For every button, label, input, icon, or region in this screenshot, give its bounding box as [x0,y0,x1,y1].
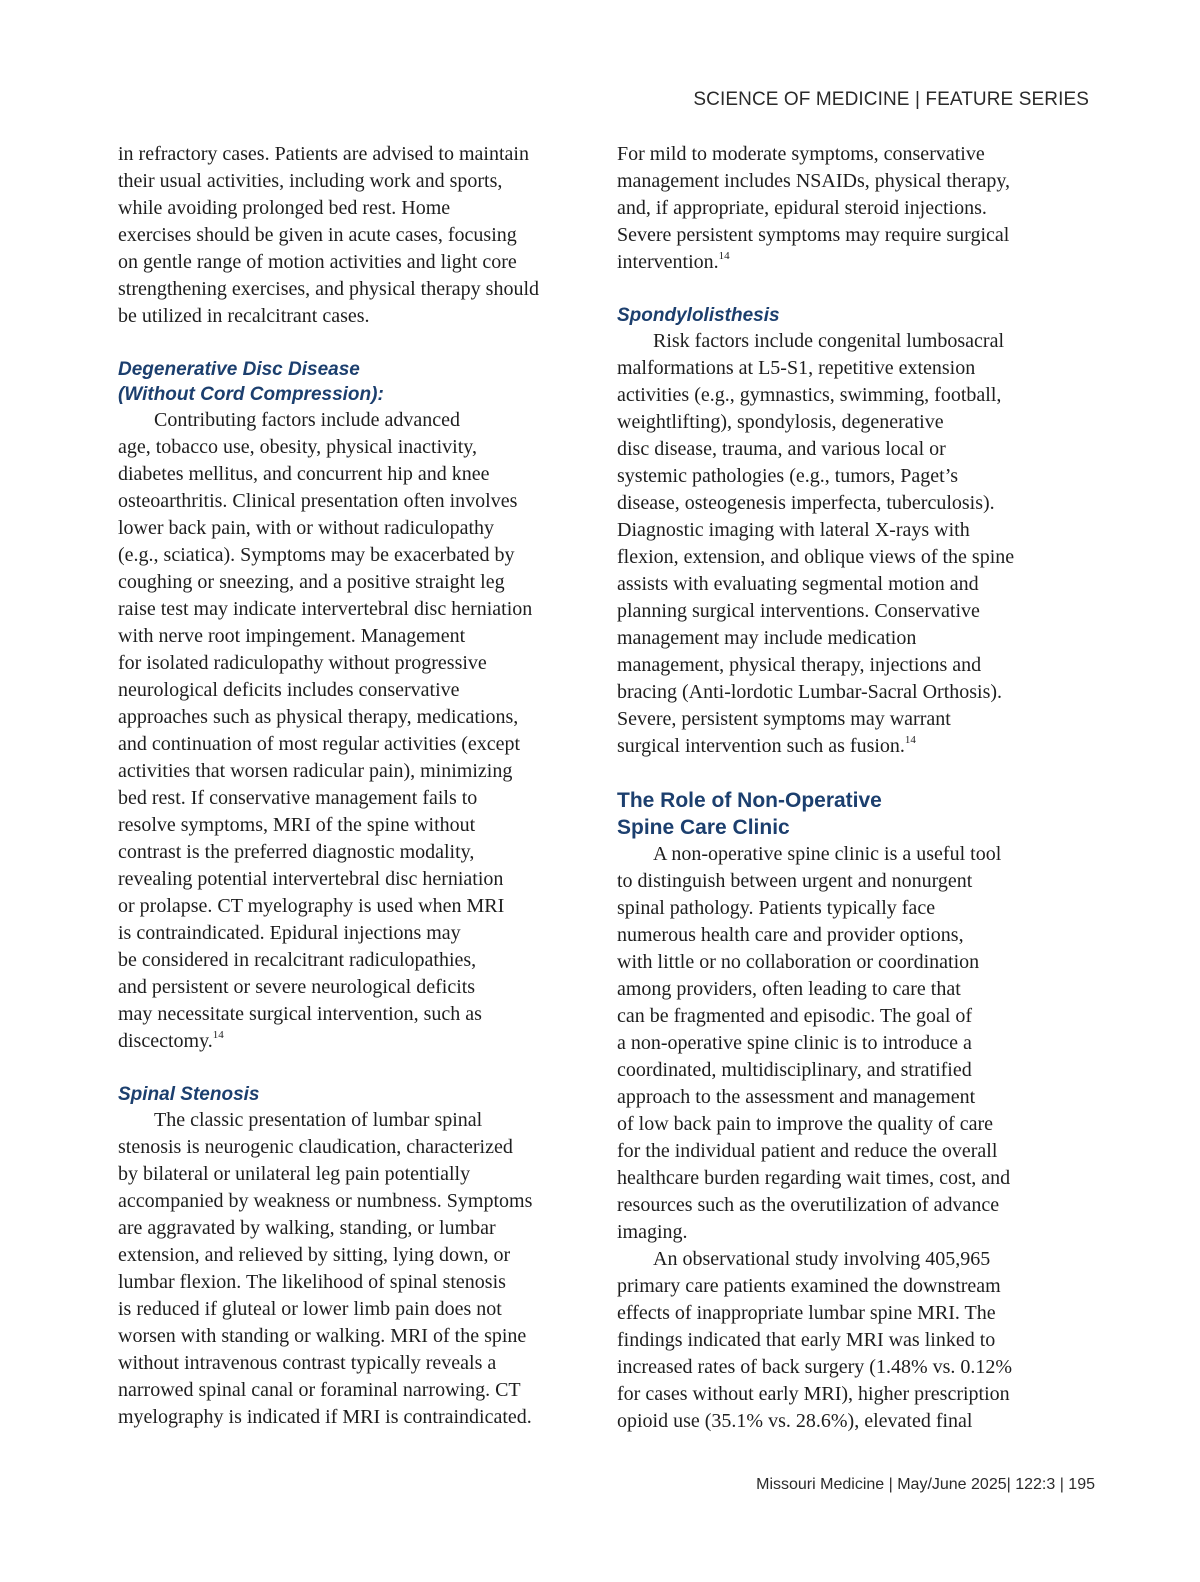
paragraph-spondylolisthesis [617,328,1057,760]
right-column [617,141,1057,1435]
spacer [617,760,1057,787]
spacer [118,330,568,357]
paragraph-text: For mild to moderate symptoms, conservative management includes NSAIDs, physical therapy, and, if appropriate, epidural steroid injections. Severe persistent symptoms may require surgical intervention. [617,143,1011,273]
spacer [617,276,1057,303]
paragraph-observational-study: An observational study involving 405,965 primary care patients examined the downstream effects of inappropriate lumbar spine MRI. The findings indicated that early MRI was linked to increased rates of back surgery (1.48% vs. 0.12% for cases without early MRI), higher prescription opioid use (35.1% vs. 28.6%), elevated final [617,1248,1013,1432]
heading-spinal-stenosis: Spinal Stenosis [118,1084,260,1105]
paragraph-degenerative-disc-disease [118,407,568,1055]
running-header: SCIENCE OF MEDICINE | FEATURE SERIES [693,89,1089,110]
paragraph-clinic-purpose: A non-operative spine clinic is a useful tool to distinguish between urgent and nonurgent spinal pathology. Patients typically face numerous health care and provider options, with little or no collaboration or coordination among providers, often leading to care that can be fragmented and episodic. The goal of a non-operative spine clinic is to introduce a coordinated, multidisciplinary, and stratified approach to the assessment and management of low back pain to improve the quality of care for the individual patient and reduce the overall healthcare burden regarding wait times, cost, and resources such as the overutilization of advance imaging. [617,843,1011,1243]
reference-superscript: 14 [904,734,916,746]
page-footer: Missouri Medicine | May/June 2025| 122:3 | 195 [756,1476,1095,1493]
heading-degenerative-disc-disease: Degenerative Disc Disease (Without Cord Compression): [118,359,384,405]
spacer [118,1055,568,1082]
paragraph-text: Risk factors include congenital lumbosacral malformations at L5-S1, repetitive extension activities (e.g., gymnastics, swimming, football, weightlifting), spondylosis, degenerative disc disease, trauma, and various local or systemic pathologies (e.g., tumors, Paget’s disease, osteogenesis imperfecta, tuberculosis). Diagnostic imaging with lateral X-rays with flexion, extension, and oblique views of the spine assists with evaluating segmental motion and planning surgical interventions. Conservative management may include medication management, physical therapy, injections and bracing (Anti-lordotic Lumbar-Sacral Orthosis). Severe, persistent symptoms may warrant surgical intervention such as fusion. [617,330,1015,757]
paragraph-spinal-stenosis: The classic presentation of lumbar spinal stenosis is neurogenic claudication, characterized by bilateral or unilateral leg pain potentially accompanied by weakness or numbness. Symptoms are aggravated by walking, standing, or lumbar extension, and relieved by sitting, lying down, or lumbar flexion. The likelihood of spinal stenosis is reduced if gluteal or lower limb pain does not worsen with standing or walking. MRI of the spine without intravenous contrast typically reveals a narrowed spinal canal or foraminal narrowing. CT myelography is indicated if MRI is contraindicated. [118,1109,533,1428]
reference-superscript: 14 [212,1029,224,1041]
paragraph-text: Contributing factors include advanced age, tobacco use, obesity, physical inactivity, diabetes mellitus, and concurrent hip and knee osteoarthritis. Clinical presentation often involves lower back pain, with or without radiculopathy (e.g., sciatica). Symptoms may be exacerbated by coughing or sneezing, and a positive straight leg raise test may indicate intervertebral disc herniation with nerve root impingement. Management for isolated radiculopathy without progressive neurological deficits includes conservative approaches such as physical therapy, medications, and continuation of most regular activities (except activities that worsen radicular pain), minimizing bed rest. If conservative management fails to resolve symptoms, MRI of the spine without contrast is the preferred diagnostic modality, revealing potential intervertebral disc herniation or prolapse. CT myelography is used when MRI is contraindicated. Epidural injections may be considered in recalcitrant radiculopathies, and persistent or severe neurological deficits may necessitate surgical intervention, such as discectomy. [118,409,533,1052]
heading-non-operative-spine-clinic: The Role of Non-Operative Spine Care Clinic [617,789,882,839]
paragraph-refractory-cases: in refractory cases. Patients are advised to maintain their usual activities, including work and sports, while avoiding prolonged bed rest. Home exercises should be given in acute cases, focusing on gentle range of motion activities and light core strengthening exercises, and physical therapy should be utilized in recalcitrant cases. [118,143,539,327]
left-column [118,141,568,1431]
heading-spondylolisthesis: Spondylolisthesis [617,305,780,326]
paragraph-mild-moderate-symptoms [617,141,1057,276]
reference-superscript: 14 [718,250,730,262]
